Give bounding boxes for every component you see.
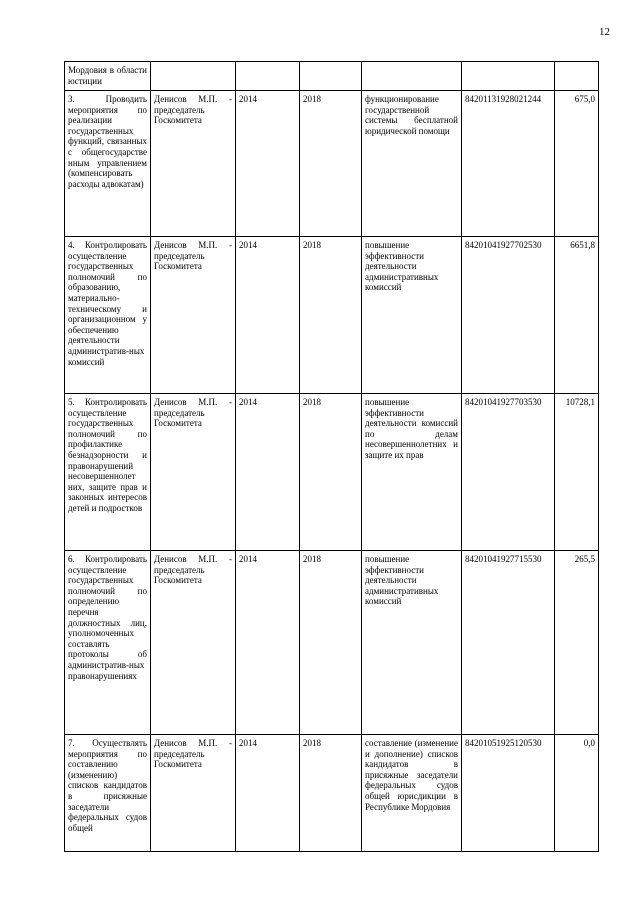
start-year-cell: 2014 — [236, 735, 300, 852]
program-table — [64, 61, 599, 852]
measure-name-cell: 5. Контролировать осуществление государственных полномочий по профилактике безнадзорности и правонарушений несовершеннолет них, защите прав и законных интересов детей и подростков — [65, 394, 151, 551]
budget-code-cell: 84201041927715530 — [462, 551, 555, 735]
expected-result-cell: повышение эффективности деятельности административных комиссий — [362, 237, 462, 394]
start-year-cell — [236, 62, 300, 91]
responsible-cell — [151, 62, 236, 91]
budget-code-cell — [462, 62, 555, 91]
end-year-cell: 2018 — [300, 91, 362, 237]
start-year-cell: 2014 — [236, 394, 300, 551]
end-year-cell — [300, 62, 362, 91]
responsible-cell: Денисов М.П. - председатель Госкомитета — [151, 735, 236, 852]
funding-amount-cell: 265,5 — [555, 551, 599, 735]
end-year-cell: 2018 — [300, 237, 362, 394]
responsible-cell: Денисов М.П. - председатель Госкомитета — [151, 91, 236, 237]
budget-code-cell: 84201041927703530 — [462, 394, 555, 551]
responsible-cell: Денисов М.П. - председатель Госкомитета — [151, 394, 236, 551]
responsible-cell: Денисов М.П. - председатель Госкомитета — [151, 551, 236, 735]
table-row — [65, 394, 599, 551]
funding-amount-cell: 675,0 — [555, 91, 599, 237]
funding-amount-cell: 6651,8 — [555, 237, 599, 394]
budget-code-cell: 84201131928021244 — [462, 91, 555, 237]
end-year-cell: 2018 — [300, 394, 362, 551]
responsible-cell: Денисов М.П. - председатель Госкомитета — [151, 237, 236, 394]
table-row — [65, 551, 599, 735]
measure-name-cell: 4. Контролировать осуществление государственных полномочий по образованию, материально-техническому и организационном у обеспечению деятельности административ-ных комиссий — [65, 237, 151, 394]
budget-code-cell: 84201051925120530 — [462, 735, 555, 852]
measure-name-cell: 7. Осуществлять мероприятия по составлению (изменению) списков кандидатов в присяжные заседатели федеральных судов общей — [65, 735, 151, 852]
table-row — [65, 237, 599, 394]
expected-result-cell: составление (изменение и дополнение) списков кандидатов в присяжные заседатели федеральных судов общей юрисдикции в Республике Мордовия — [362, 735, 462, 852]
start-year-cell: 2014 — [236, 551, 300, 735]
measure-name-cell: Мордовия в области юстиции — [65, 62, 151, 91]
expected-result-cell: повышение эффективности деятельности комиссий по делам несовершеннолетних и защите их прав — [362, 394, 462, 551]
expected-result-cell: функционирование государственной системы бесплатной юридической помощи — [362, 91, 462, 237]
table-row — [65, 735, 599, 852]
start-year-cell: 2014 — [236, 237, 300, 394]
funding-amount-cell: 10728,1 — [555, 394, 599, 551]
budget-code-cell: 84201041927702530 — [462, 237, 555, 394]
table-row — [65, 91, 599, 237]
expected-result-cell: повышение эффективности деятельности административных комиссий — [362, 551, 462, 735]
end-year-cell: 2018 — [300, 551, 362, 735]
expected-result-cell — [362, 62, 462, 91]
measure-name-cell: 3. Проводить мероприятия по реализации государственных функций, связанных с общегосударстве нным управлением (компенсировать расходы адвокатам) — [65, 91, 151, 237]
measure-name-cell: 6. Контролировать осуществление государственных полномочий по определению перечня должностных лиц, уполномоченных составлять протоколы об административ-ных правонарушениях — [65, 551, 151, 735]
table-body — [65, 62, 599, 852]
funding-amount-cell — [555, 62, 599, 91]
start-year-cell: 2014 — [236, 91, 300, 237]
table-row — [65, 62, 599, 91]
funding-amount-cell: 0,0 — [555, 735, 599, 852]
end-year-cell: 2018 — [300, 735, 362, 852]
page-number: 12 — [599, 26, 610, 38]
